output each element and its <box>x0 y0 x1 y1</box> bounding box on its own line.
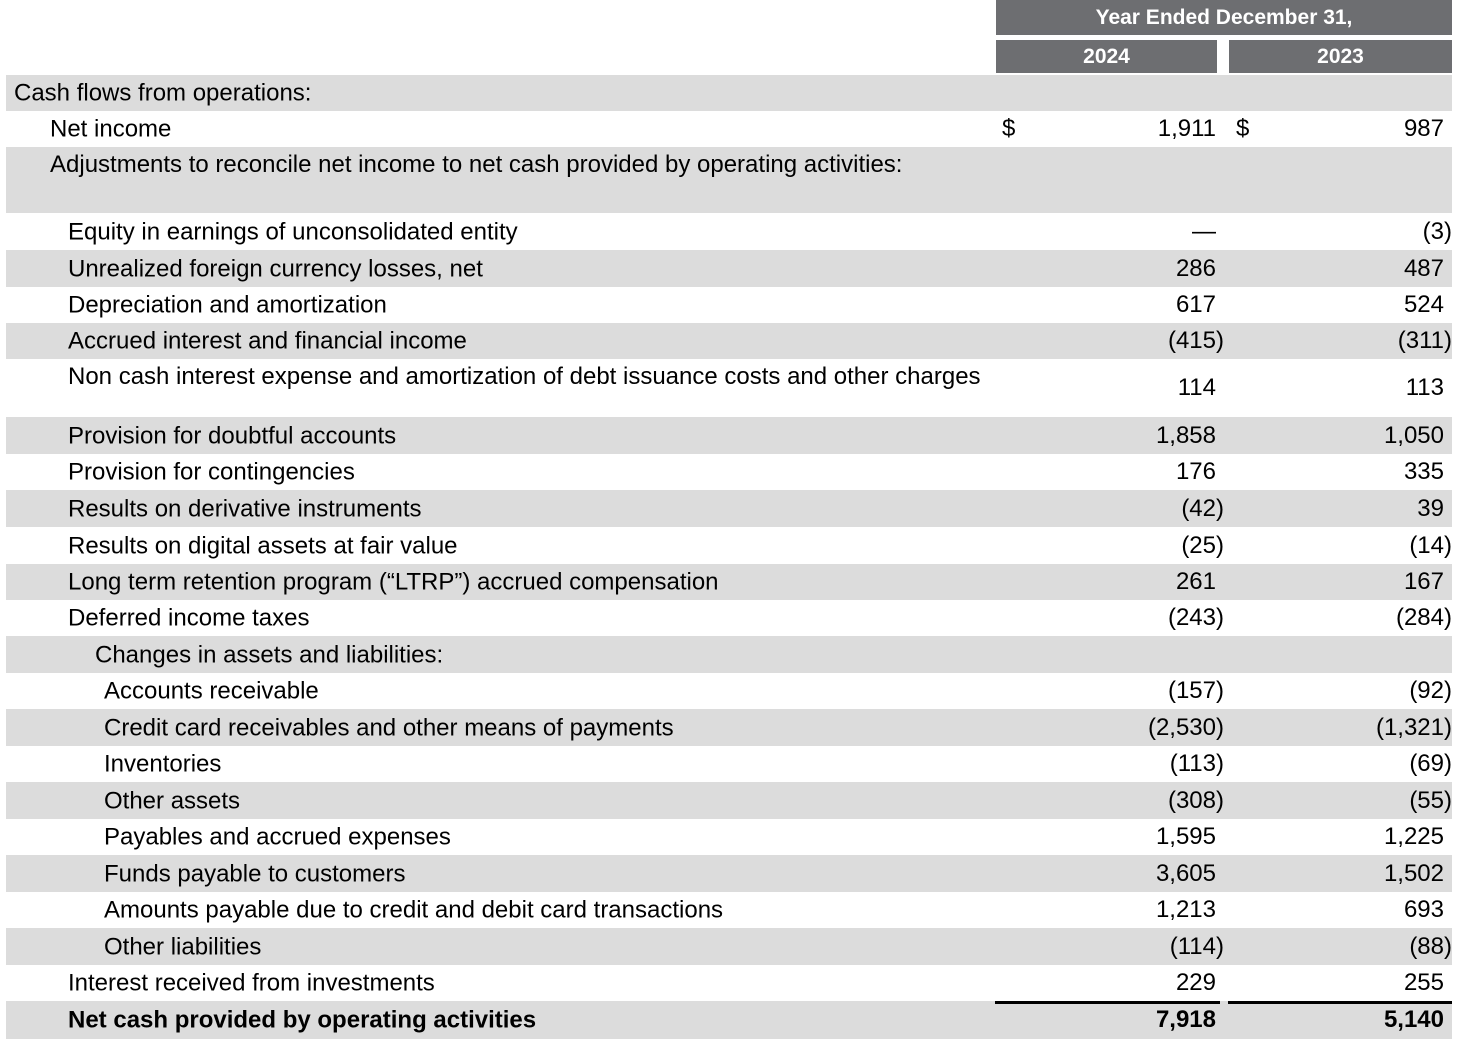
table-row <box>6 965 1452 1001</box>
value-2023: 987 <box>1403 115 1444 142</box>
row-label: Changes in assets and liabilities: <box>95 641 444 668</box>
row-label: Long term retention program (“LTRP”) accrued compensation <box>68 568 719 596</box>
row-label: Net cash provided by operating activities <box>68 1006 537 1034</box>
value-2023: 1,225 <box>1383 823 1444 850</box>
value-2023: 487 <box>1403 254 1444 282</box>
value-2024: — <box>1192 217 1216 245</box>
table-row <box>6 892 1452 928</box>
value-2023: 255 <box>1403 969 1444 996</box>
value-2024: (308) <box>1167 786 1224 814</box>
table-row <box>6 287 1452 323</box>
table-row <box>6 417 1452 454</box>
value-2023: 1,502 <box>1383 859 1444 887</box>
value-2024: (415) <box>1167 327 1224 354</box>
row-label: Funds payable to customers <box>104 860 406 887</box>
table-row <box>6 819 1452 855</box>
table-row <box>6 323 1452 359</box>
row-label: Payables and accrued expenses <box>104 823 451 851</box>
value-2024: (25) <box>1181 531 1224 559</box>
value-2023: (14) <box>1409 531 1452 559</box>
table-row <box>6 490 1452 527</box>
table-row <box>6 855 1452 892</box>
table-row <box>6 564 1452 600</box>
value-2024: 114 <box>1177 374 1216 401</box>
table-row <box>6 600 1452 636</box>
value-2024: 1,858 <box>1155 421 1216 449</box>
currency-symbol-2024: $ <box>1002 115 1016 142</box>
value-2023: (3) <box>1422 217 1452 245</box>
table-row <box>6 928 1452 965</box>
row-label: Non cash interest expense and amortization of debt issuance costs and other charges <box>68 363 981 390</box>
value-2023: 5,140 <box>1383 1006 1444 1033</box>
value-2024: 7,918 <box>1155 1006 1216 1033</box>
value-2024: 286 <box>1175 254 1216 282</box>
row-label: Inventories <box>104 750 222 778</box>
table-row <box>6 1001 1452 1039</box>
row-label: Results on digital assets at fair value <box>68 532 458 559</box>
value-2024: 3,605 <box>1155 859 1216 887</box>
table-row <box>6 250 1452 287</box>
value-2024: 1,595 <box>1155 823 1216 850</box>
value-2024: 176 <box>1175 458 1216 485</box>
value-2023: (311) <box>1397 327 1452 354</box>
row-label: Adjustments to reconcile net income to net cash provided by operating activities: <box>50 151 903 178</box>
value-2024: 617 <box>1175 291 1216 318</box>
value-2024: (243) <box>1167 604 1224 631</box>
row-label: Provision for doubtful accounts <box>68 422 397 449</box>
value-2024: (157) <box>1167 677 1224 704</box>
table-row <box>6 359 1452 417</box>
row-label: Equity in earnings of unconsolidated entity <box>68 218 518 245</box>
value-2023: 524 <box>1403 291 1444 318</box>
table-row <box>6 454 1452 490</box>
value-2024: 1,911 <box>1157 115 1216 142</box>
row-label: Unrealized foreign currency losses, net <box>68 255 483 282</box>
value-2023: 1,050 <box>1383 421 1444 449</box>
row-label: Other liabilities <box>104 933 262 960</box>
table-row <box>6 709 1452 746</box>
value-2023: (1,321) <box>1375 713 1452 741</box>
row-label: Provision for contingencies <box>68 458 355 486</box>
table-row <box>6 111 1452 147</box>
row-label: Cash flows from operations: <box>14 79 312 107</box>
table-row <box>6 746 1452 782</box>
value-2024: (114) <box>1169 932 1224 960</box>
row-label: Accrued interest and financial income <box>68 327 467 355</box>
value-2023: (55) <box>1409 786 1452 814</box>
value-2024: (113) <box>1169 750 1224 777</box>
row-label: Credit card receivables and other means of payments <box>104 714 674 741</box>
table-row <box>6 75 1452 111</box>
value-2023: 167 <box>1403 568 1444 595</box>
row-label: Other assets <box>104 787 241 814</box>
row-label: Deferred income taxes <box>68 604 310 632</box>
value-2023: 39 <box>1417 494 1444 522</box>
row-label: Amounts payable due to credit and debit card transactions <box>104 896 724 924</box>
value-2024: 1,213 <box>1155 896 1216 923</box>
value-2024: 229 <box>1175 969 1216 996</box>
value-2023: 113 <box>1405 374 1444 401</box>
table-row <box>6 527 1452 564</box>
row-label: Net income <box>50 115 172 143</box>
value-2023: (69) <box>1409 750 1452 777</box>
table-row <box>6 673 1452 709</box>
column-header-2024: 2024 <box>996 40 1217 73</box>
value-2024: 261 <box>1175 568 1216 595</box>
table-row <box>6 782 1452 819</box>
row-label: Interest received from investments <box>68 969 435 997</box>
column-header-2023: 2023 <box>1229 40 1452 73</box>
value-2023: (284) <box>1395 604 1452 631</box>
table-row <box>6 636 1452 673</box>
total-rule-2023 <box>1228 1001 1452 1004</box>
row-label: Accounts receivable <box>104 677 319 705</box>
column-group-header: Year Ended December 31, <box>996 0 1452 35</box>
row-label: Depreciation and amortization <box>68 291 387 319</box>
row-label: Results on derivative instruments <box>68 495 422 522</box>
total-rule-2024 <box>995 1001 1220 1004</box>
value-2023: (92) <box>1409 677 1452 704</box>
value-2023: 693 <box>1403 896 1444 923</box>
value-2023: 335 <box>1403 458 1444 485</box>
value-2024: (42) <box>1181 494 1224 522</box>
currency-symbol-2023: $ <box>1236 115 1250 142</box>
table-row <box>6 213 1452 250</box>
value-2024: (2,530) <box>1147 713 1224 741</box>
value-2023: (88) <box>1409 932 1452 960</box>
cash-flow-table <box>6 75 1452 1039</box>
table-row <box>6 147 1452 213</box>
